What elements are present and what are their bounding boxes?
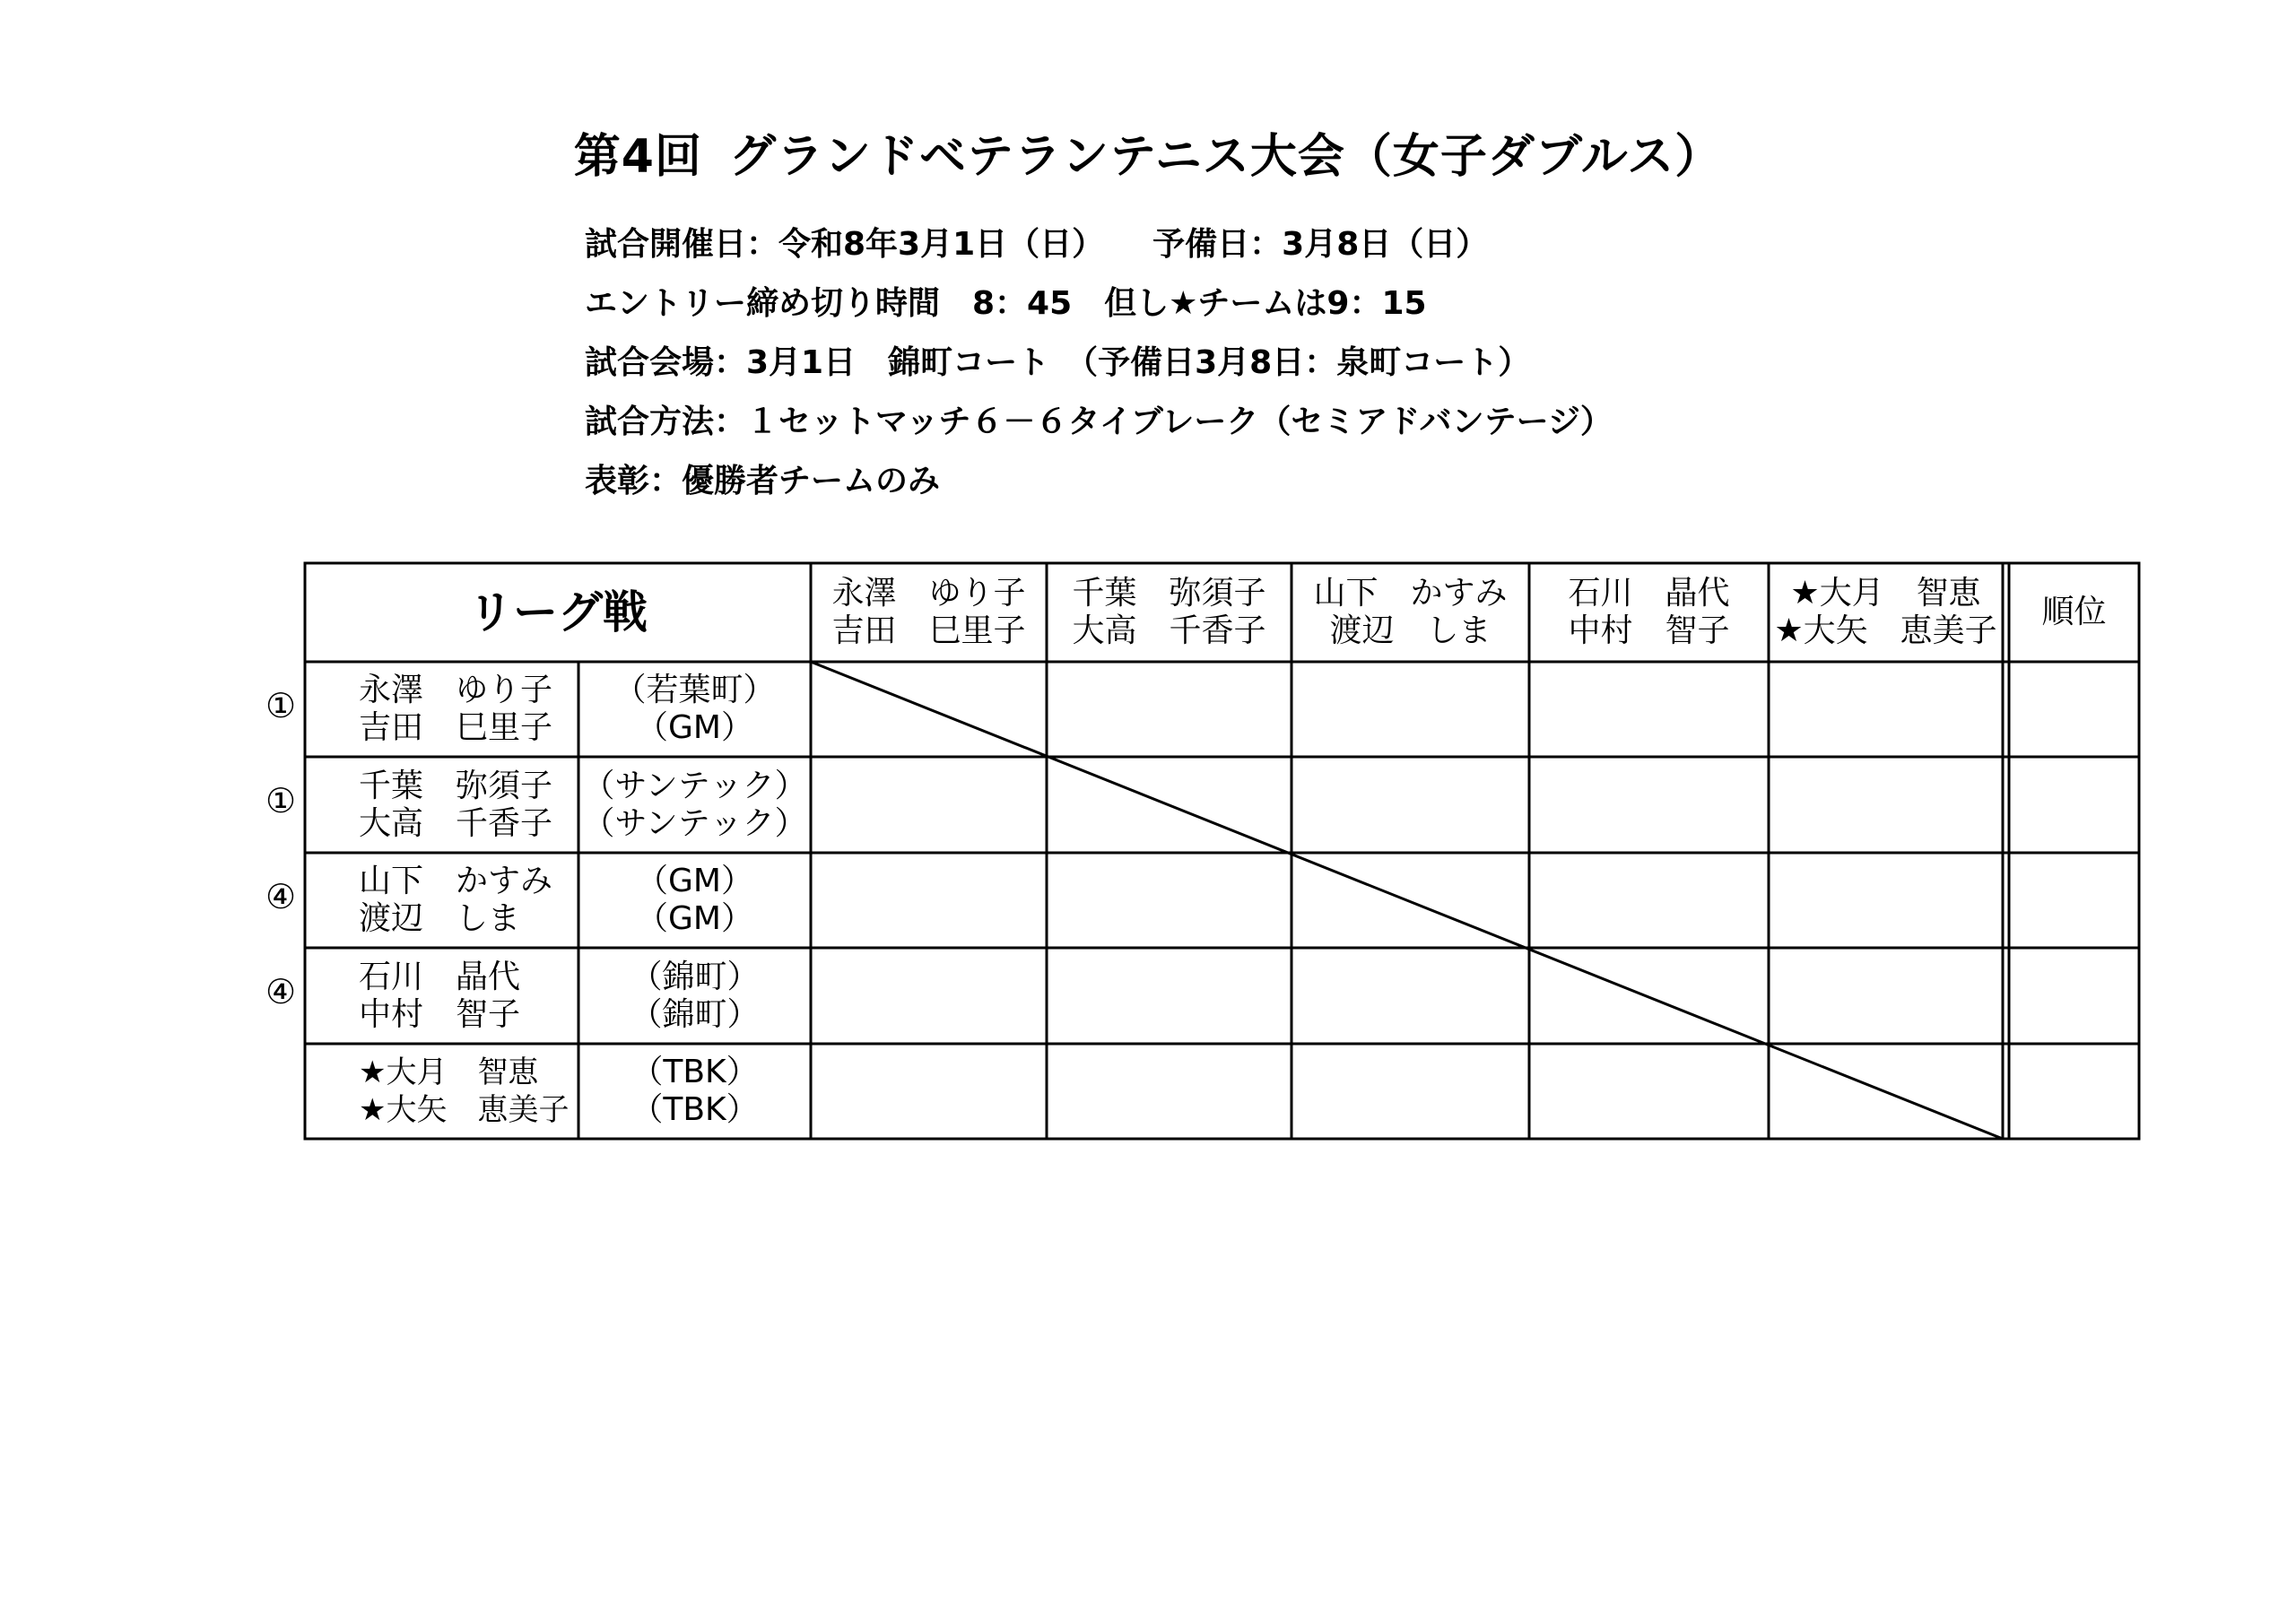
- team-clubs: [580, 950, 809, 1042]
- column-header-5: [1770, 565, 2001, 660]
- club-name: （GM）: [636, 900, 753, 937]
- team-clubs: [580, 855, 809, 946]
- title-main: グランドベテランテニス大会（女子ダブルス）: [728, 130, 1723, 184]
- team-names: [307, 1046, 577, 1137]
- club-name: （サンテック）: [582, 767, 807, 804]
- team-clubs: [580, 1046, 809, 1137]
- player-name: 千葉 弥須子: [359, 767, 553, 804]
- team-names: [307, 759, 577, 851]
- info-line-format: 試合方法：１セットマッチ６－６タイブレーク（セミアドバンテージ）: [585, 404, 1613, 440]
- column-header-1: [813, 565, 1045, 660]
- player-name: 大高 千香子: [359, 804, 553, 842]
- rank-header: 順位: [2041, 594, 2107, 630]
- player-name: ★大矢 恵美子: [359, 1092, 570, 1128]
- club-name: （TBK）: [631, 1054, 759, 1090]
- column-header-4-player2: 中村 智子: [1568, 612, 1730, 649]
- team-names: [307, 950, 577, 1042]
- info-line-date: 試合開催日：令和8年3月1日（日） 予備日：3月8日（日）: [585, 226, 1489, 263]
- player-name: 中村 智子: [359, 995, 521, 1033]
- column-header-5-player2: ★大矢 恵美子: [1774, 612, 1997, 649]
- player-name: 吉田 巳里子: [359, 709, 553, 746]
- player-name: 山下 かすみ: [359, 863, 553, 899]
- player-name: 渡辺 しま: [359, 900, 521, 937]
- club-name: （GM）: [636, 709, 753, 746]
- club-name: （錦町）: [630, 995, 760, 1033]
- column-header-3: [1293, 565, 1527, 660]
- player-name: ★大月 智恵: [359, 1055, 539, 1090]
- league-title: リーグ戦: [468, 586, 648, 638]
- player-name: 永澤 ゆり子: [359, 672, 553, 708]
- club-name: （TBK）: [631, 1091, 759, 1128]
- column-header-2: [1048, 565, 1290, 660]
- team-clubs: [580, 759, 809, 851]
- club-name: （GM）: [636, 863, 753, 899]
- column-header-4-player1: 石川 晶代: [1568, 575, 1730, 612]
- club-name: （錦町）: [630, 958, 760, 995]
- title-prefix: 第4回: [573, 130, 702, 184]
- club-name: （若葉町）: [613, 672, 776, 708]
- seed-marker: ④: [265, 877, 297, 916]
- column-header-3-player2: 渡辺 しま: [1329, 612, 1492, 649]
- column-header-3-player1: 山下 かすみ: [1313, 575, 1508, 612]
- column-header-2-player1: 千葉 弥須子: [1072, 575, 1266, 612]
- column-header-1-player2: 吉田 巳里子: [831, 612, 1026, 649]
- column-header-2-player2: 大高 千香子: [1072, 612, 1266, 649]
- info-line-venue: 試合会場：3月1日 錦町コート （予備日3月8日：泉町コート）: [585, 344, 1531, 381]
- team-names: [307, 855, 577, 946]
- seed-marker: ①: [265, 781, 297, 820]
- club-name: （サンテック）: [582, 804, 807, 842]
- player-name: 石川 晶代: [359, 958, 521, 995]
- seed-marker: ④: [265, 972, 297, 1011]
- self-match-diagonal: [811, 662, 2003, 1139]
- team-clubs: [580, 664, 809, 755]
- column-header-5-player1: ★大月 智恵: [1790, 575, 1981, 612]
- column-header-1-player1: 永澤 ゆり子: [831, 575, 1026, 612]
- column-header-4: [1531, 565, 1767, 660]
- info-line-entry: エントリー締め切り時間 8：45 但し★チームは9：15: [585, 285, 1427, 322]
- info-line-award: 表彰：優勝者チームのみ: [585, 463, 941, 499]
- team-names: [307, 664, 577, 755]
- seed-marker: ①: [265, 686, 297, 725]
